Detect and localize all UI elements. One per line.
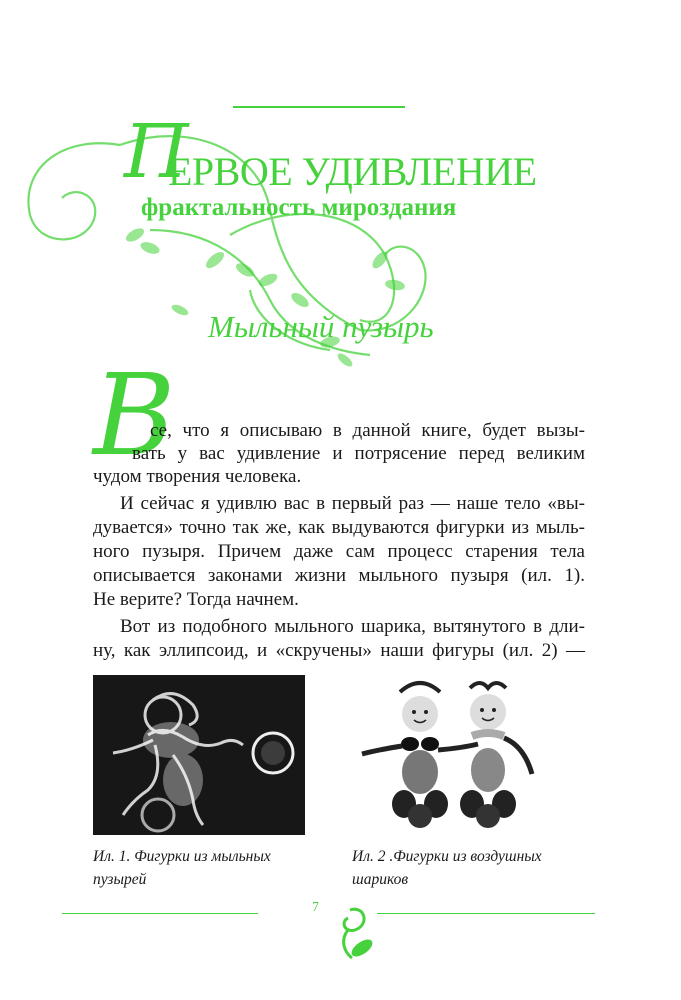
page-number: 7 [312,900,319,915]
body-line: вать у вас удивление и потрясение перед великим [132,443,585,464]
figure-caption: Ил. 1. Фигурки из мыльных пузырей [93,848,271,888]
chapter-subtitle: фрактальность мироздания [141,194,457,221]
footer-rule-right [377,913,595,914]
body-line: ну, как эллипсоид, и «скручены» наши фигуры (ил. 2) — [93,640,585,661]
body-line: чудом творения человека. [93,466,302,487]
chapter-title-initial: П [124,109,189,195]
footer-swirl-icon [300,880,380,960]
chapter-title [124,109,544,197]
body-line: описывается законами жизни мыльного пузыря (ил. 1). [93,565,585,586]
body-line: ного пузыря. Причем даже сам процесс старения тела [93,541,585,562]
figure-balloon-figures [352,674,552,836]
top-rule [233,106,405,108]
figure-soap-bubbles [93,675,305,835]
drop-cap: В [93,351,176,481]
section-heading: Мыльный пузырь [208,309,434,344]
soap-bubble-figure-icon [93,675,305,835]
body-line: Не верите? Тогда начнем. [93,589,299,610]
figure-caption: Ил. 2 .Фигурки из воздушных шариков [352,848,542,888]
body-line: се, что я описываю в данной книге, будет вызы- [150,420,585,441]
body-line: Вот из подобного мыльного шарика, вытянутого в дли- [120,616,585,637]
footer-rule-left [62,913,258,914]
body-line: И сейчас я удивлю вас в первый раз — наше тело «вы- [120,493,585,514]
body-line: дувается» точно так же, как выдуваются фигурки из мыль- [93,517,585,538]
balloon-figures-icon [352,674,552,836]
chapter-title-rest: ЕРВОЕ УДИВЛЕНИЕ [168,149,537,194]
